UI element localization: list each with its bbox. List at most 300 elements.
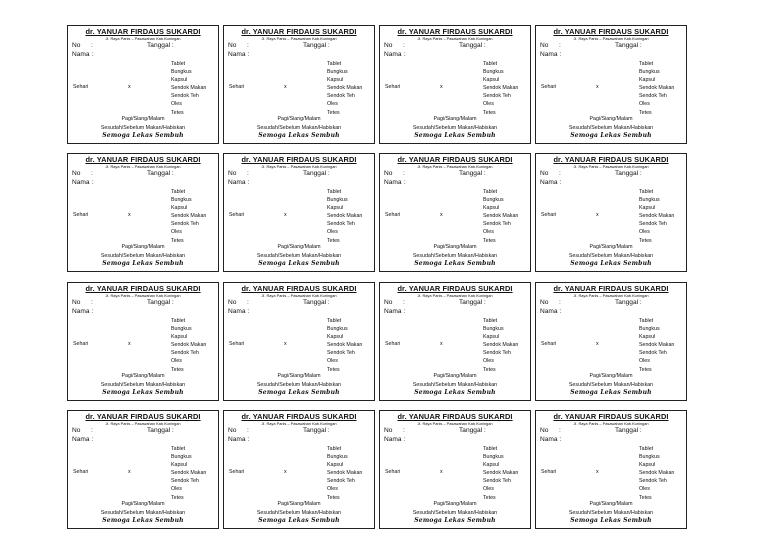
dosage-form-tablet: Tablet — [639, 189, 654, 195]
dosage-form-sendok-makan: Sendok Makan — [483, 470, 519, 477]
clinic-address: Jl. Raya Panis – Pasawahan Kab.Kuningan — [105, 36, 181, 41]
times-symbol: x — [596, 212, 599, 218]
time-of-day-text: Pagi/Siang/Malam — [589, 244, 633, 250]
get-well-wish: Semoga Lekas Sembuh — [102, 260, 184, 267]
dosage-form-list — [483, 188, 518, 245]
date-label: Tanggal : — [459, 299, 486, 306]
dosage-form-oles: Oles — [639, 486, 650, 493]
dosage-form-oles: Oles — [639, 229, 650, 236]
dosage-form-kapsul: Kapsul — [483, 77, 500, 84]
number-label: No — [228, 170, 237, 177]
patient-name-label: Nama : — [540, 179, 562, 186]
times-symbol: x — [440, 212, 443, 218]
clinic-address: Jl. Raya Panis – Pasawahan Kab.Kuningan — [261, 164, 337, 169]
number-colon: : — [559, 170, 561, 177]
prescription-label — [223, 282, 375, 401]
meal-timing-text: Sesudah/Sebelum Makan/Habiskan — [412, 510, 498, 516]
get-well-wish: Semoga Lekas Sembuh — [570, 517, 652, 524]
dosage-form-kapsul: Kapsul — [327, 462, 344, 469]
dosage-form-sendok-teh: Sendok Teh — [483, 478, 511, 485]
times-symbol: x — [284, 341, 287, 347]
dosage-form-sendok-makan: Sendok Makan — [327, 470, 363, 477]
get-well-wish: Semoga Lekas Sembuh — [414, 517, 496, 524]
clinic-address: Jl. Raya Panis – Pasawahan Kab.Kuningan — [261, 36, 337, 41]
time-of-day-text: Pagi/Siang/Malam — [121, 116, 165, 122]
time-of-day-text: Pagi/Siang/Malam — [277, 116, 321, 122]
times-symbol: x — [440, 469, 443, 475]
date-label: Tanggal : — [615, 170, 642, 177]
get-well-wish: Semoga Lekas Sembuh — [102, 132, 184, 139]
date-label: Tanggal : — [459, 170, 486, 177]
daily-frequency-label: Sehari — [73, 469, 89, 475]
daily-frequency-label: Sehari — [229, 84, 245, 90]
clinic-address: Jl. Raya Panis – Pasawahan Kab.Kuningan — [261, 421, 337, 426]
dosage-form-bungkus: Bungkus — [171, 454, 192, 461]
prescription-label — [379, 25, 531, 144]
patient-name-label: Nama : — [72, 308, 94, 315]
get-well-wish: Semoga Lekas Sembuh — [414, 132, 496, 139]
clinic-address: Jl. Raya Panis – Pasawahan Kab.Kuningan — [417, 421, 493, 426]
dosage-form-tablet: Tablet — [327, 446, 342, 452]
date-label: Tanggal : — [147, 42, 174, 49]
clinic-address: Jl. Raya Panis – Pasawahan Kab.Kuningan — [573, 164, 649, 169]
dosage-form-tetes: Tetes — [327, 494, 340, 501]
dosage-form-kapsul: Kapsul — [327, 205, 344, 212]
prescription-label — [223, 410, 375, 529]
meal-timing-text: Sesudah/Sebelum Makan/Habiskan — [412, 125, 498, 131]
get-well-wish: Semoga Lekas Sembuh — [258, 517, 340, 524]
dosage-form-tablet: Tablet — [327, 189, 342, 195]
dosage-form-tablet: Tablet — [171, 61, 186, 67]
patient-name-label: Nama : — [228, 51, 250, 58]
daily-frequency-label: Sehari — [541, 341, 557, 347]
patient-name-label: Nama : — [384, 179, 406, 186]
number-colon: : — [247, 42, 249, 49]
meal-timing-text: Sesudah/Sebelum Makan/Habiskan — [256, 253, 342, 259]
get-well-wish: Semoga Lekas Sembuh — [414, 260, 496, 267]
clinic-address: Jl. Raya Panis – Pasawahan Kab.Kuningan — [417, 293, 493, 298]
dosage-form-list — [327, 317, 362, 374]
number-label: No — [540, 42, 549, 49]
number-label: No — [540, 299, 549, 306]
get-well-wish: Semoga Lekas Sembuh — [414, 389, 496, 396]
number-label: No — [384, 42, 393, 49]
times-symbol: x — [596, 469, 599, 475]
number-label: No — [384, 299, 393, 306]
dosage-form-sendok-teh: Sendok Teh — [483, 93, 511, 100]
patient-name-label: Nama : — [228, 436, 250, 443]
number-label: No — [228, 299, 237, 306]
clinic-address: Jl. Raya Panis – Pasawahan Kab.Kuningan — [573, 36, 649, 41]
dosage-form-sendok-teh: Sendok Teh — [483, 221, 511, 228]
dosage-form-bungkus: Bungkus — [639, 197, 660, 204]
dosage-form-tetes: Tetes — [483, 366, 496, 373]
dosage-form-list — [483, 317, 518, 374]
meal-timing-text: Sesudah/Sebelum Makan/Habiskan — [412, 382, 498, 388]
dosage-form-tetes: Tetes — [327, 366, 340, 373]
times-symbol: x — [284, 84, 287, 90]
dosage-form-sendok-makan: Sendok Makan — [639, 470, 675, 477]
dosage-form-sendok-makan: Sendok Makan — [327, 85, 363, 92]
number-label: No — [72, 299, 81, 306]
dosage-form-kapsul: Kapsul — [171, 77, 188, 84]
patient-name-label: Nama : — [384, 436, 406, 443]
meal-timing-text: Sesudah/Sebelum Makan/Habiskan — [100, 382, 186, 388]
dosage-form-sendok-teh: Sendok Teh — [639, 93, 667, 100]
daily-frequency-label: Sehari — [229, 341, 245, 347]
dosage-form-bungkus: Bungkus — [483, 197, 504, 204]
patient-name-label: Nama : — [228, 308, 250, 315]
dosage-form-sendok-teh: Sendok Teh — [327, 350, 355, 357]
dosage-form-oles: Oles — [483, 358, 494, 365]
dosage-form-tetes: Tetes — [483, 109, 496, 116]
meal-timing-text: Sesudah/Sebelum Makan/Habiskan — [568, 510, 654, 516]
date-label: Tanggal : — [615, 299, 642, 306]
dosage-form-list — [327, 445, 362, 502]
number-colon: : — [91, 42, 93, 49]
date-label: Tanggal : — [147, 299, 174, 306]
daily-frequency-label: Sehari — [385, 469, 401, 475]
meal-timing-text: Sesudah/Sebelum Makan/Habiskan — [100, 125, 186, 131]
clinic-address: Jl. Raya Panis – Pasawahan Kab.Kuningan — [573, 421, 649, 426]
number-label: No — [72, 42, 81, 49]
doctor-name: dr. YANUAR FIRDAUS SUKARDI — [553, 412, 669, 421]
dosage-form-tetes: Tetes — [483, 494, 496, 501]
dosage-form-tablet: Tablet — [171, 189, 186, 195]
time-of-day-text: Pagi/Siang/Malam — [121, 373, 165, 379]
daily-frequency-label: Sehari — [385, 341, 401, 347]
number-colon: : — [91, 427, 93, 434]
times-symbol: x — [284, 212, 287, 218]
dosage-form-kapsul: Kapsul — [483, 334, 500, 341]
number-colon: : — [559, 299, 561, 306]
clinic-address: Jl. Raya Panis – Pasawahan Kab.Kuningan — [105, 164, 181, 169]
number-label: No — [540, 427, 549, 434]
times-symbol: x — [128, 341, 131, 347]
dosage-form-kapsul: Kapsul — [639, 334, 656, 341]
dosage-form-oles: Oles — [483, 101, 494, 108]
date-label: Tanggal : — [615, 427, 642, 434]
dosage-form-list — [171, 317, 206, 374]
doctor-name: dr. YANUAR FIRDAUS SUKARDI — [553, 155, 669, 164]
date-label: Tanggal : — [459, 42, 486, 49]
clinic-address: Jl. Raya Panis – Pasawahan Kab.Kuningan — [261, 293, 337, 298]
dosage-form-kapsul: Kapsul — [639, 77, 656, 84]
dosage-form-oles: Oles — [327, 358, 338, 365]
times-symbol: x — [128, 84, 131, 90]
daily-frequency-label: Sehari — [73, 84, 89, 90]
dosage-form-oles: Oles — [639, 358, 650, 365]
meal-timing-text: Sesudah/Sebelum Makan/Habiskan — [100, 253, 186, 259]
prescription-label — [223, 153, 375, 272]
number-colon: : — [403, 42, 405, 49]
date-label: Tanggal : — [147, 427, 174, 434]
time-of-day-text: Pagi/Siang/Malam — [433, 373, 477, 379]
clinic-address: Jl. Raya Panis – Pasawahan Kab.Kuningan — [105, 421, 181, 426]
clinic-address: Jl. Raya Panis – Pasawahan Kab.Kuningan — [105, 293, 181, 298]
doctor-name: dr. YANUAR FIRDAUS SUKARDI — [553, 27, 669, 36]
daily-frequency-label: Sehari — [385, 212, 401, 218]
dosage-form-sendok-teh: Sendok Teh — [483, 350, 511, 357]
number-colon: : — [559, 427, 561, 434]
dosage-form-list — [327, 60, 362, 117]
times-symbol: x — [128, 212, 131, 218]
time-of-day-text: Pagi/Siang/Malam — [589, 501, 633, 507]
dosage-form-bungkus: Bungkus — [327, 326, 348, 333]
date-label: Tanggal : — [303, 170, 330, 177]
meal-timing-text: Sesudah/Sebelum Makan/Habiskan — [100, 510, 186, 516]
doctor-name: dr. YANUAR FIRDAUS SUKARDI — [241, 284, 357, 293]
patient-name-label: Nama : — [540, 436, 562, 443]
patient-name-label: Nama : — [540, 51, 562, 58]
dosage-form-bungkus: Bungkus — [171, 326, 192, 333]
meal-timing-text: Sesudah/Sebelum Makan/Habiskan — [256, 382, 342, 388]
dosage-form-list — [483, 60, 518, 117]
dosage-form-tablet: Tablet — [483, 446, 498, 452]
time-of-day-text: Pagi/Siang/Malam — [589, 373, 633, 379]
time-of-day-text: Pagi/Siang/Malam — [433, 244, 477, 250]
time-of-day-text: Pagi/Siang/Malam — [277, 244, 321, 250]
patient-name-label: Nama : — [72, 179, 94, 186]
dosage-form-tablet: Tablet — [171, 446, 186, 452]
prescription-label — [379, 282, 531, 401]
dosage-form-tetes: Tetes — [639, 109, 652, 116]
doctor-name: dr. YANUAR FIRDAUS SUKARDI — [85, 412, 201, 421]
dosage-form-sendok-teh: Sendok Teh — [327, 478, 355, 485]
prescription-label — [67, 153, 219, 272]
dosage-form-sendok-teh: Sendok Teh — [171, 221, 199, 228]
dosage-form-tetes: Tetes — [171, 494, 184, 501]
dosage-form-sendok-teh: Sendok Teh — [171, 478, 199, 485]
dosage-form-bungkus: Bungkus — [639, 326, 660, 333]
dosage-form-tetes: Tetes — [483, 237, 496, 244]
dosage-form-kapsul: Kapsul — [171, 334, 188, 341]
prescription-label — [535, 153, 687, 272]
dosage-form-bungkus: Bungkus — [639, 454, 660, 461]
dosage-form-tetes: Tetes — [171, 366, 184, 373]
patient-name-label: Nama : — [228, 179, 250, 186]
dosage-form-oles: Oles — [171, 486, 182, 493]
daily-frequency-label: Sehari — [541, 212, 557, 218]
number-label: No — [228, 427, 237, 434]
dosage-form-tablet: Tablet — [327, 61, 342, 67]
dosage-form-tetes: Tetes — [171, 237, 184, 244]
doctor-name: dr. YANUAR FIRDAUS SUKARDI — [397, 412, 513, 421]
dosage-form-sendok-makan: Sendok Makan — [327, 213, 363, 220]
time-of-day-text: Pagi/Siang/Malam — [433, 501, 477, 507]
dosage-form-sendok-makan: Sendok Makan — [483, 213, 519, 220]
dosage-form-kapsul: Kapsul — [327, 77, 344, 84]
number-colon: : — [247, 299, 249, 306]
dosage-form-list — [327, 188, 362, 245]
dosage-form-sendok-makan: Sendok Makan — [171, 213, 207, 220]
dosage-form-list — [639, 317, 674, 374]
dosage-form-oles: Oles — [171, 358, 182, 365]
patient-name-label: Nama : — [72, 51, 94, 58]
dosage-form-kapsul: Kapsul — [327, 334, 344, 341]
doctor-name: dr. YANUAR FIRDAUS SUKARDI — [241, 412, 357, 421]
prescription-label — [67, 282, 219, 401]
prescription-label — [535, 25, 687, 144]
dosage-form-tetes: Tetes — [639, 237, 652, 244]
dosage-form-bungkus: Bungkus — [171, 69, 192, 76]
get-well-wish: Semoga Lekas Sembuh — [102, 389, 184, 396]
prescription-label — [223, 25, 375, 144]
number-colon: : — [247, 170, 249, 177]
time-of-day-text: Pagi/Siang/Malam — [277, 373, 321, 379]
dosage-form-bungkus: Bungkus — [483, 69, 504, 76]
date-label: Tanggal : — [615, 42, 642, 49]
number-colon: : — [403, 427, 405, 434]
dosage-form-kapsul: Kapsul — [639, 205, 656, 212]
dosage-form-sendok-makan: Sendok Makan — [483, 342, 519, 349]
times-symbol: x — [596, 341, 599, 347]
dosage-form-sendok-makan: Sendok Makan — [171, 85, 207, 92]
prescription-label — [379, 153, 531, 272]
number-colon: : — [559, 42, 561, 49]
patient-name-label: Nama : — [384, 51, 406, 58]
times-symbol: x — [440, 84, 443, 90]
date-label: Tanggal : — [303, 427, 330, 434]
dosage-form-tetes: Tetes — [171, 109, 184, 116]
dosage-form-oles: Oles — [327, 229, 338, 236]
prescription-label — [67, 25, 219, 144]
times-symbol: x — [284, 469, 287, 475]
dosage-form-oles: Oles — [483, 229, 494, 236]
dosage-form-tablet: Tablet — [639, 446, 654, 452]
meal-timing-text: Sesudah/Sebelum Makan/Habiskan — [568, 125, 654, 131]
prescription-label — [379, 410, 531, 529]
dosage-form-list — [171, 60, 206, 117]
get-well-wish: Semoga Lekas Sembuh — [570, 132, 652, 139]
get-well-wish: Semoga Lekas Sembuh — [102, 517, 184, 524]
time-of-day-text: Pagi/Siang/Malam — [589, 116, 633, 122]
dosage-form-bungkus: Bungkus — [327, 454, 348, 461]
meal-timing-text: Sesudah/Sebelum Makan/Habiskan — [256, 125, 342, 131]
number-colon: : — [91, 299, 93, 306]
date-label: Tanggal : — [147, 170, 174, 177]
time-of-day-text: Pagi/Siang/Malam — [433, 116, 477, 122]
prescription-label — [535, 282, 687, 401]
dosage-form-sendok-makan: Sendok Makan — [327, 342, 363, 349]
doctor-name: dr. YANUAR FIRDAUS SUKARDI — [553, 284, 669, 293]
dosage-form-sendok-teh: Sendok Teh — [639, 478, 667, 485]
dosage-form-sendok-makan: Sendok Makan — [483, 85, 519, 92]
number-label: No — [228, 42, 237, 49]
patient-name-label: Nama : — [384, 308, 406, 315]
dosage-form-sendok-teh: Sendok Teh — [639, 221, 667, 228]
dosage-form-tetes: Tetes — [639, 494, 652, 501]
get-well-wish: Semoga Lekas Sembuh — [570, 260, 652, 267]
patient-name-label: Nama : — [540, 308, 562, 315]
dosage-form-sendok-teh: Sendok Teh — [327, 221, 355, 228]
meal-timing-text: Sesudah/Sebelum Makan/Habiskan — [256, 510, 342, 516]
number-label: No — [72, 427, 81, 434]
dosage-form-bungkus: Bungkus — [639, 69, 660, 76]
number-colon: : — [403, 170, 405, 177]
daily-frequency-label: Sehari — [385, 84, 401, 90]
times-symbol: x — [596, 84, 599, 90]
dosage-form-sendok-makan: Sendok Makan — [639, 342, 675, 349]
dosage-form-tablet: Tablet — [639, 318, 654, 324]
number-colon: : — [91, 170, 93, 177]
doctor-name: dr. YANUAR FIRDAUS SUKARDI — [397, 284, 513, 293]
dosage-form-list — [639, 188, 674, 245]
prescription-label — [67, 410, 219, 529]
dosage-form-sendok-teh: Sendok Teh — [171, 350, 199, 357]
number-label: No — [540, 170, 549, 177]
meal-timing-text: Sesudah/Sebelum Makan/Habiskan — [568, 382, 654, 388]
dosage-form-tablet: Tablet — [327, 318, 342, 324]
clinic-address: Jl. Raya Panis – Pasawahan Kab.Kuningan — [417, 36, 493, 41]
get-well-wish: Semoga Lekas Sembuh — [570, 389, 652, 396]
daily-frequency-label: Sehari — [229, 212, 245, 218]
dosage-form-kapsul: Kapsul — [639, 462, 656, 469]
dosage-form-kapsul: Kapsul — [171, 205, 188, 212]
patient-name-label: Nama : — [72, 436, 94, 443]
doctor-name: dr. YANUAR FIRDAUS SUKARDI — [397, 155, 513, 164]
time-of-day-text: Pagi/Siang/Malam — [121, 501, 165, 507]
dosage-form-tablet: Tablet — [483, 318, 498, 324]
dosage-form-sendok-teh: Sendok Teh — [639, 350, 667, 357]
date-label: Tanggal : — [303, 299, 330, 306]
number-label: No — [384, 427, 393, 434]
date-label: Tanggal : — [303, 42, 330, 49]
meal-timing-text: Sesudah/Sebelum Makan/Habiskan — [412, 253, 498, 259]
dosage-form-oles: Oles — [171, 101, 182, 108]
dosage-form-list — [639, 445, 674, 502]
doctor-name: dr. YANUAR FIRDAUS SUKARDI — [85, 27, 201, 36]
number-label: No — [72, 170, 81, 177]
dosage-form-oles: Oles — [327, 101, 338, 108]
dosage-form-sendok-teh: Sendok Teh — [327, 93, 355, 100]
dosage-form-list — [171, 445, 206, 502]
dosage-form-tablet: Tablet — [171, 318, 186, 324]
dosage-form-bungkus: Bungkus — [483, 326, 504, 333]
dosage-form-tablet: Tablet — [639, 61, 654, 67]
daily-frequency-label: Sehari — [73, 212, 89, 218]
doctor-name: dr. YANUAR FIRDAUS SUKARDI — [85, 155, 201, 164]
daily-frequency-label: Sehari — [541, 469, 557, 475]
times-symbol: x — [440, 341, 443, 347]
dosage-form-oles: Oles — [327, 486, 338, 493]
dosage-form-kapsul: Kapsul — [483, 462, 500, 469]
dosage-form-list — [639, 60, 674, 117]
dosage-form-bungkus: Bungkus — [483, 454, 504, 461]
dosage-form-sendok-makan: Sendok Makan — [171, 470, 207, 477]
dosage-form-kapsul: Kapsul — [483, 205, 500, 212]
daily-frequency-label: Sehari — [541, 84, 557, 90]
number-colon: : — [247, 427, 249, 434]
daily-frequency-label: Sehari — [229, 469, 245, 475]
dosage-form-oles: Oles — [171, 229, 182, 236]
doctor-name: dr. YANUAR FIRDAUS SUKARDI — [397, 27, 513, 36]
date-label: Tanggal : — [459, 427, 486, 434]
dosage-form-tetes: Tetes — [327, 109, 340, 116]
doctor-name: dr. YANUAR FIRDAUS SUKARDI — [241, 155, 357, 164]
clinic-address: Jl. Raya Panis – Pasawahan Kab.Kuningan — [573, 293, 649, 298]
dosage-form-sendok-makan: Sendok Makan — [639, 213, 675, 220]
daily-frequency-label: Sehari — [73, 341, 89, 347]
clinic-address: Jl. Raya Panis – Pasawahan Kab.Kuningan — [417, 164, 493, 169]
number-colon: : — [403, 299, 405, 306]
times-symbol: x — [128, 469, 131, 475]
get-well-wish: Semoga Lekas Sembuh — [258, 260, 340, 267]
dosage-form-sendok-teh: Sendok Teh — [171, 93, 199, 100]
doctor-name: dr. YANUAR FIRDAUS SUKARDI — [241, 27, 357, 36]
time-of-day-text: Pagi/Siang/Malam — [277, 501, 321, 507]
doctor-name: dr. YANUAR FIRDAUS SUKARDI — [85, 284, 201, 293]
